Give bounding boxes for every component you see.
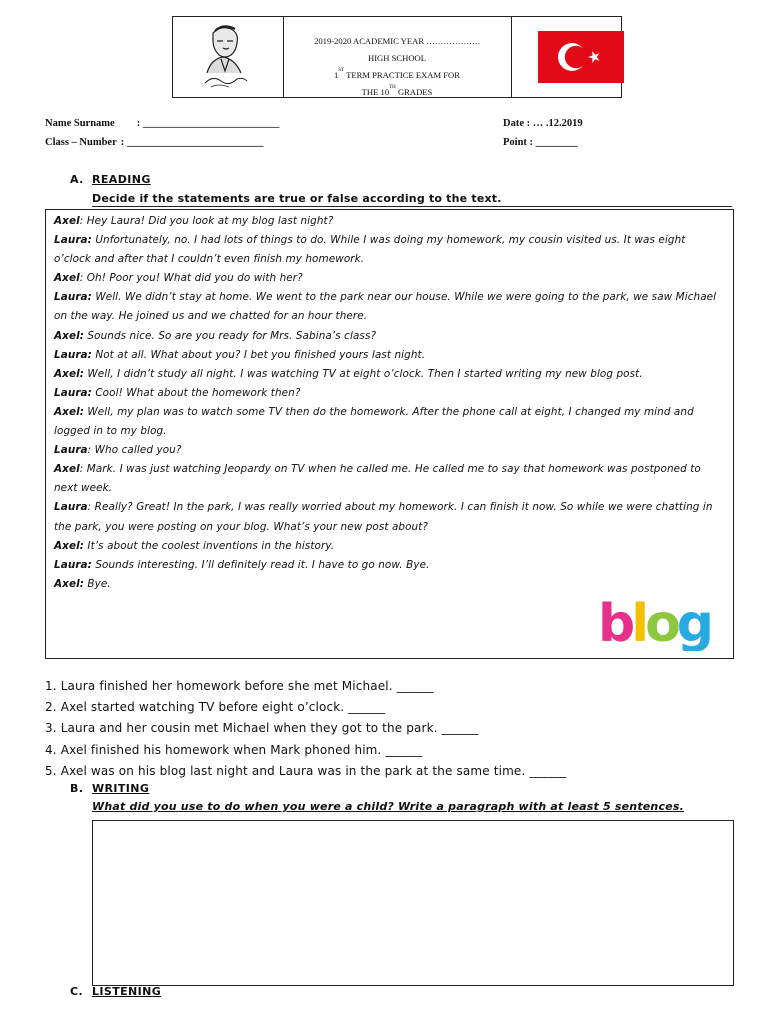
- dialog-text: : Hey Laura! Did you look at my blog last night?: [79, 215, 334, 227]
- ataturk-portrait-icon: [173, 17, 283, 97]
- exam-term: 1ST TERM PRACTICE EXAM FOR: [333, 68, 460, 80]
- dialog-line: [54, 384, 720, 403]
- question-item: 3. Laura and her cousin met Michael when they got to the park. ______: [45, 721, 479, 736]
- exam-header: [172, 16, 622, 98]
- writing-instruction: What did you use to do when you were a child? Write a paragraph with at least 5 sentences.: [92, 800, 684, 813]
- dialog-text: Not at all. What about you? I bet you finished yours last night.: [91, 348, 426, 361]
- true-false-questions: [45, 676, 566, 782]
- reading-title: READING: [92, 173, 151, 186]
- listening-title: LISTENING: [92, 985, 162, 998]
- dialog-text: Cool! What about the homework then?: [91, 386, 301, 399]
- exam-grade: THE 10TH GRADES: [361, 85, 433, 97]
- flag-cell: [511, 17, 621, 97]
- dialog-speaker: Axel:: [54, 577, 85, 590]
- name-surname-field[interactable]: [45, 118, 279, 129]
- dialog-text: Unfortunately, no. I had lots of things to do. While I was doing my homework, my cousin visited us. It was eight o’clock and after that I couldn’t even finish my homework.: [54, 234, 686, 266]
- class-blank: : __________________________: [120, 137, 264, 148]
- dialog-text: It’s about the coolest inventions in the history.: [84, 539, 335, 552]
- name-label: Name Surname: [45, 118, 115, 129]
- dialog-speaker: Axel:: [54, 329, 85, 342]
- name-blank: : __________________________: [136, 118, 280, 129]
- dialog-speaker: Axel: [54, 463, 80, 476]
- dialog-line: [54, 556, 720, 575]
- dialog-speaker: Axel:: [54, 405, 85, 418]
- question-item: 4. Axel finished his homework when Mark phoned him. ______: [45, 742, 423, 757]
- dialog-text: Well. We didn’t stay at home. We went to the park near our house. While we were going to the park, we saw Michael on the way. He joined us and we chatted for an hour there.: [54, 291, 717, 323]
- dialog-line: [54, 365, 720, 384]
- dialog-speaker: Laura: [54, 501, 88, 514]
- dialog-speaker: Axel: [54, 215, 80, 227]
- header-title-block: [283, 17, 512, 97]
- class-number-field[interactable]: [45, 137, 263, 148]
- question-item: 1. Laura finished her homework before she met Michael. ______: [45, 679, 434, 693]
- dialog-line: [54, 460, 720, 498]
- writing-title: WRITING: [92, 782, 150, 795]
- dialog-line: [54, 441, 720, 460]
- writing-answer-box[interactable]: [92, 820, 734, 986]
- listening-heading: C. LISTENING: [70, 985, 162, 998]
- dialog-speaker: Laura:: [54, 291, 92, 304]
- dialog-line: [54, 346, 720, 365]
- dialog-text: : Really? Great! In the park, I was really worried about my homework. I can finish it now. So while we were chatting in the park, you were posting on your blog. What’s your new post about?: [54, 501, 713, 533]
- dialog-line: [54, 575, 720, 594]
- dialog-speaker: Laura:: [54, 234, 92, 247]
- point-field[interactable]: Point : ________: [503, 137, 578, 148]
- dialog-line: [54, 498, 720, 536]
- academic-year: 2019-2020 ACADEMIC YEAR ……………….: [314, 36, 480, 46]
- date-field[interactable]: Date : … .12.2019: [503, 118, 583, 129]
- dialog-line: [54, 327, 720, 346]
- dialog-text: Well, my plan was to watch some TV then do the homework. After the phone call at eight, I changed my mind and logged in to my blog.: [54, 405, 694, 438]
- dialog-text: Sounds interesting. I’ll definitely read it. I have to go now. Bye.: [91, 558, 430, 571]
- blog-logo-icon: [598, 595, 720, 651]
- writing-heading: B. WRITING: [70, 782, 150, 795]
- dialog-text: : Who called you?: [87, 444, 182, 457]
- dialog-speaker: Laura:: [54, 348, 92, 361]
- dialog-line: [54, 403, 720, 441]
- reading-dialog: [54, 212, 720, 594]
- dialog-line: [54, 269, 720, 288]
- svg-text:blog: blog: [598, 595, 711, 651]
- dialog-line: [54, 212, 720, 231]
- dialog-speaker: Axel:: [54, 367, 85, 380]
- turkish-flag-icon: [538, 31, 624, 83]
- dialog-speaker: Axel:: [54, 539, 85, 552]
- dialog-line: [54, 537, 720, 556]
- dialog-text: : Oh! Poor you! What did you do with her?: [79, 272, 303, 285]
- dialog-speaker: Laura: [54, 444, 88, 457]
- dialog-text: Bye.: [84, 577, 111, 590]
- dialog-text: Sounds nice. So are you ready for Mrs. Sabina’s class?: [84, 329, 377, 342]
- reading-text-box: [45, 209, 734, 659]
- portrait-logo-cell: [173, 17, 284, 97]
- dialog-line: [54, 288, 720, 326]
- dialog-line: [54, 231, 720, 269]
- dialog-text: : Mark. I was just watching Jeopardy on TV when he called me. He called me to say that homework was postponed to next week.: [54, 463, 701, 495]
- dialog-text: Well, I didn’t study all night. I was watching TV at eight o’clock. Then I started writing my new blog post.: [84, 367, 643, 380]
- school-name: HIGH SCHOOL: [367, 53, 426, 63]
- reading-instruction: Decide if the statements are true or false according to the text.: [92, 192, 732, 207]
- dialog-speaker: Laura:: [54, 386, 92, 399]
- reading-heading: A. READING: [70, 173, 151, 186]
- dialog-speaker: Axel: [54, 272, 80, 285]
- question-item: 2. Axel started watching TV before eight o’clock. ______: [45, 700, 386, 715]
- class-label: Class – Number: [45, 137, 117, 148]
- question-item: 5. Axel was on his blog last night and Laura was in the park at the same time. ______: [45, 763, 567, 778]
- dialog-speaker: Laura:: [54, 558, 92, 571]
